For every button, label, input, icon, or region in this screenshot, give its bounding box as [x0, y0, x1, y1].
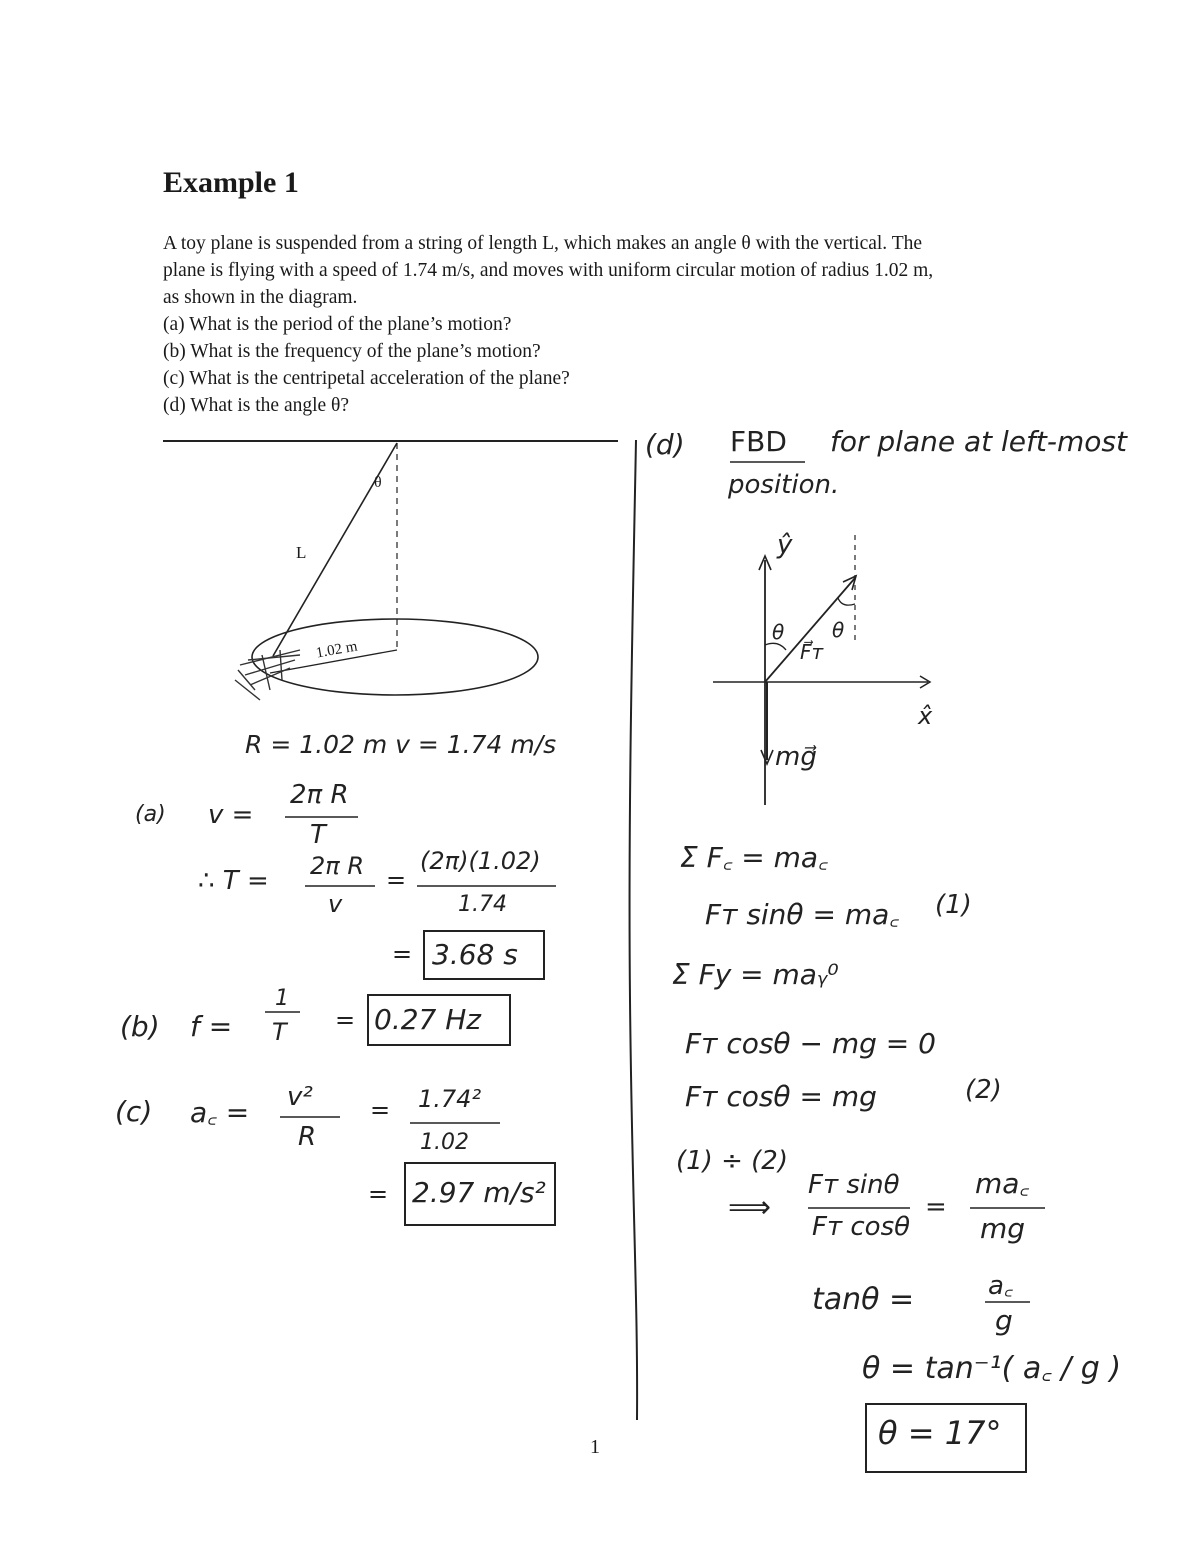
part-c-result-equals: = — [368, 1180, 389, 1208]
question-a: (a) What is the period of the plane’s motion? — [163, 314, 512, 335]
circle-path — [252, 619, 538, 695]
diagram-length-label: L — [296, 543, 307, 562]
part-a-denominator: T — [310, 820, 326, 850]
question-c: (c) What is the centripetal acceleration of the plane? — [163, 368, 570, 389]
equation-2: Fᴛ cosθ = mg — [685, 1080, 877, 1113]
equation-fy-zero: Fᴛ cosθ − mg = 0 — [685, 1027, 936, 1060]
fbd-y-axis-label: ŷ — [777, 530, 793, 560]
part-a-period-num2: (2π)(1.02) — [420, 847, 541, 875]
implies-arrow-icon: ⟹ — [728, 1190, 772, 1225]
fbd-title: FBD — [730, 425, 787, 458]
ratio-denominator2: mg — [980, 1212, 1026, 1245]
equation-1: Fᴛ sinθ = ma꜀ — [705, 898, 899, 931]
part-c-lhs: a꜀ = — [190, 1096, 250, 1129]
part-a-numerator: 2π R — [290, 780, 349, 810]
part-b-numerator: 1 — [275, 986, 289, 1011]
diagram-theta-label: θ — [374, 474, 382, 491]
tan-denominator: g — [995, 1304, 1013, 1337]
part-b-label: (b) — [120, 1010, 160, 1043]
part-b-answer: 0.27 Hz — [374, 1003, 481, 1036]
part-b-denominator: T — [272, 1018, 287, 1046]
part-a-period-lhs: ∴ T = — [198, 866, 269, 896]
tan-equation-lhs: tanθ = — [812, 1282, 915, 1317]
fbd-theta-2: θ — [832, 618, 845, 642]
divider-line — [630, 440, 638, 1420]
theta-arc-1 — [765, 643, 786, 650]
problem-line: A toy plane is suspended from a string of length L, which makes an angle θ with the vertical. The — [163, 233, 923, 254]
problem-line: as shown in the diagram. — [163, 287, 358, 308]
fbd-theta-1: θ — [772, 620, 785, 644]
question-d: (d) What is the angle θ? — [163, 395, 350, 416]
part-b-equals: = — [335, 1006, 356, 1034]
equation-sum-fy: Σ Fy = maᵧ⁰ — [672, 958, 839, 991]
fbd-x-axis-label: x̂ — [918, 702, 933, 730]
equation-sum-fc: Σ F꜀ = ma꜀ — [680, 841, 828, 874]
page-number: 1 — [590, 1436, 600, 1458]
part-c-denominator2: 1.02 — [420, 1130, 469, 1155]
fbd-tension-label: F⃗ᴛ — [800, 640, 824, 664]
ratio-denominator: Fᴛ cosθ — [812, 1212, 911, 1242]
tan-numerator: a꜀ — [988, 1271, 1013, 1301]
part-d-answer: θ = 17° — [878, 1414, 1002, 1452]
equation-1-tag: (1) — [935, 890, 972, 920]
part-c-numerator2: 1.74² — [418, 1085, 482, 1113]
part-a-answer: 3.68 s — [432, 938, 518, 971]
part-a-result-equals: = — [392, 940, 413, 968]
theta-arctan-equation: θ = tan⁻¹( a꜀ / g ) — [862, 1351, 1122, 1386]
page-title: Example 1 — [163, 166, 299, 199]
theta-arc-2 — [838, 598, 855, 605]
part-a-label: (a) — [135, 802, 166, 827]
diagram-radius-label: 1.02 m — [314, 638, 359, 662]
part-a-equals: = — [386, 866, 407, 894]
ratio-numerator2: ma꜀ — [975, 1167, 1030, 1200]
part-c-denominator: R — [298, 1122, 317, 1152]
ratio-equals: = — [925, 1192, 947, 1222]
part-c-equals: = — [370, 1096, 391, 1124]
part-b-lhs: f = — [190, 1010, 233, 1043]
part-a-period-den: v — [328, 890, 343, 918]
part-a-period-num: 2π R — [310, 852, 365, 880]
part-c-numerator: v² — [287, 1082, 313, 1112]
problem-line: plane is flying with a speed of 1.74 m/s, and moves with uniform circular motion of radius 1.02 m, — [163, 260, 934, 281]
part-c-answer: 2.97 m/s² — [412, 1176, 546, 1209]
given-values: R = 1.02 m v = 1.74 m/s — [245, 730, 557, 759]
part-a-lhs: v = — [208, 800, 254, 830]
fbd-weight-label: mg⃗ — [775, 742, 817, 772]
ratio-numerator: Fᴛ sinθ — [808, 1170, 900, 1200]
equation-2-tag: (2) — [965, 1075, 1002, 1105]
question-b: (b) What is the frequency of the plane’s motion? — [163, 341, 541, 362]
equation-divide: (1) ÷ (2) — [676, 1146, 788, 1176]
fbd-description: for plane at left-most — [830, 425, 1127, 458]
part-a-period-den2: 1.74 — [458, 892, 507, 917]
part-c-label: (c) — [115, 1095, 153, 1128]
fbd-description-line2: position. — [728, 470, 840, 500]
part-d-label: (d) — [645, 428, 685, 461]
